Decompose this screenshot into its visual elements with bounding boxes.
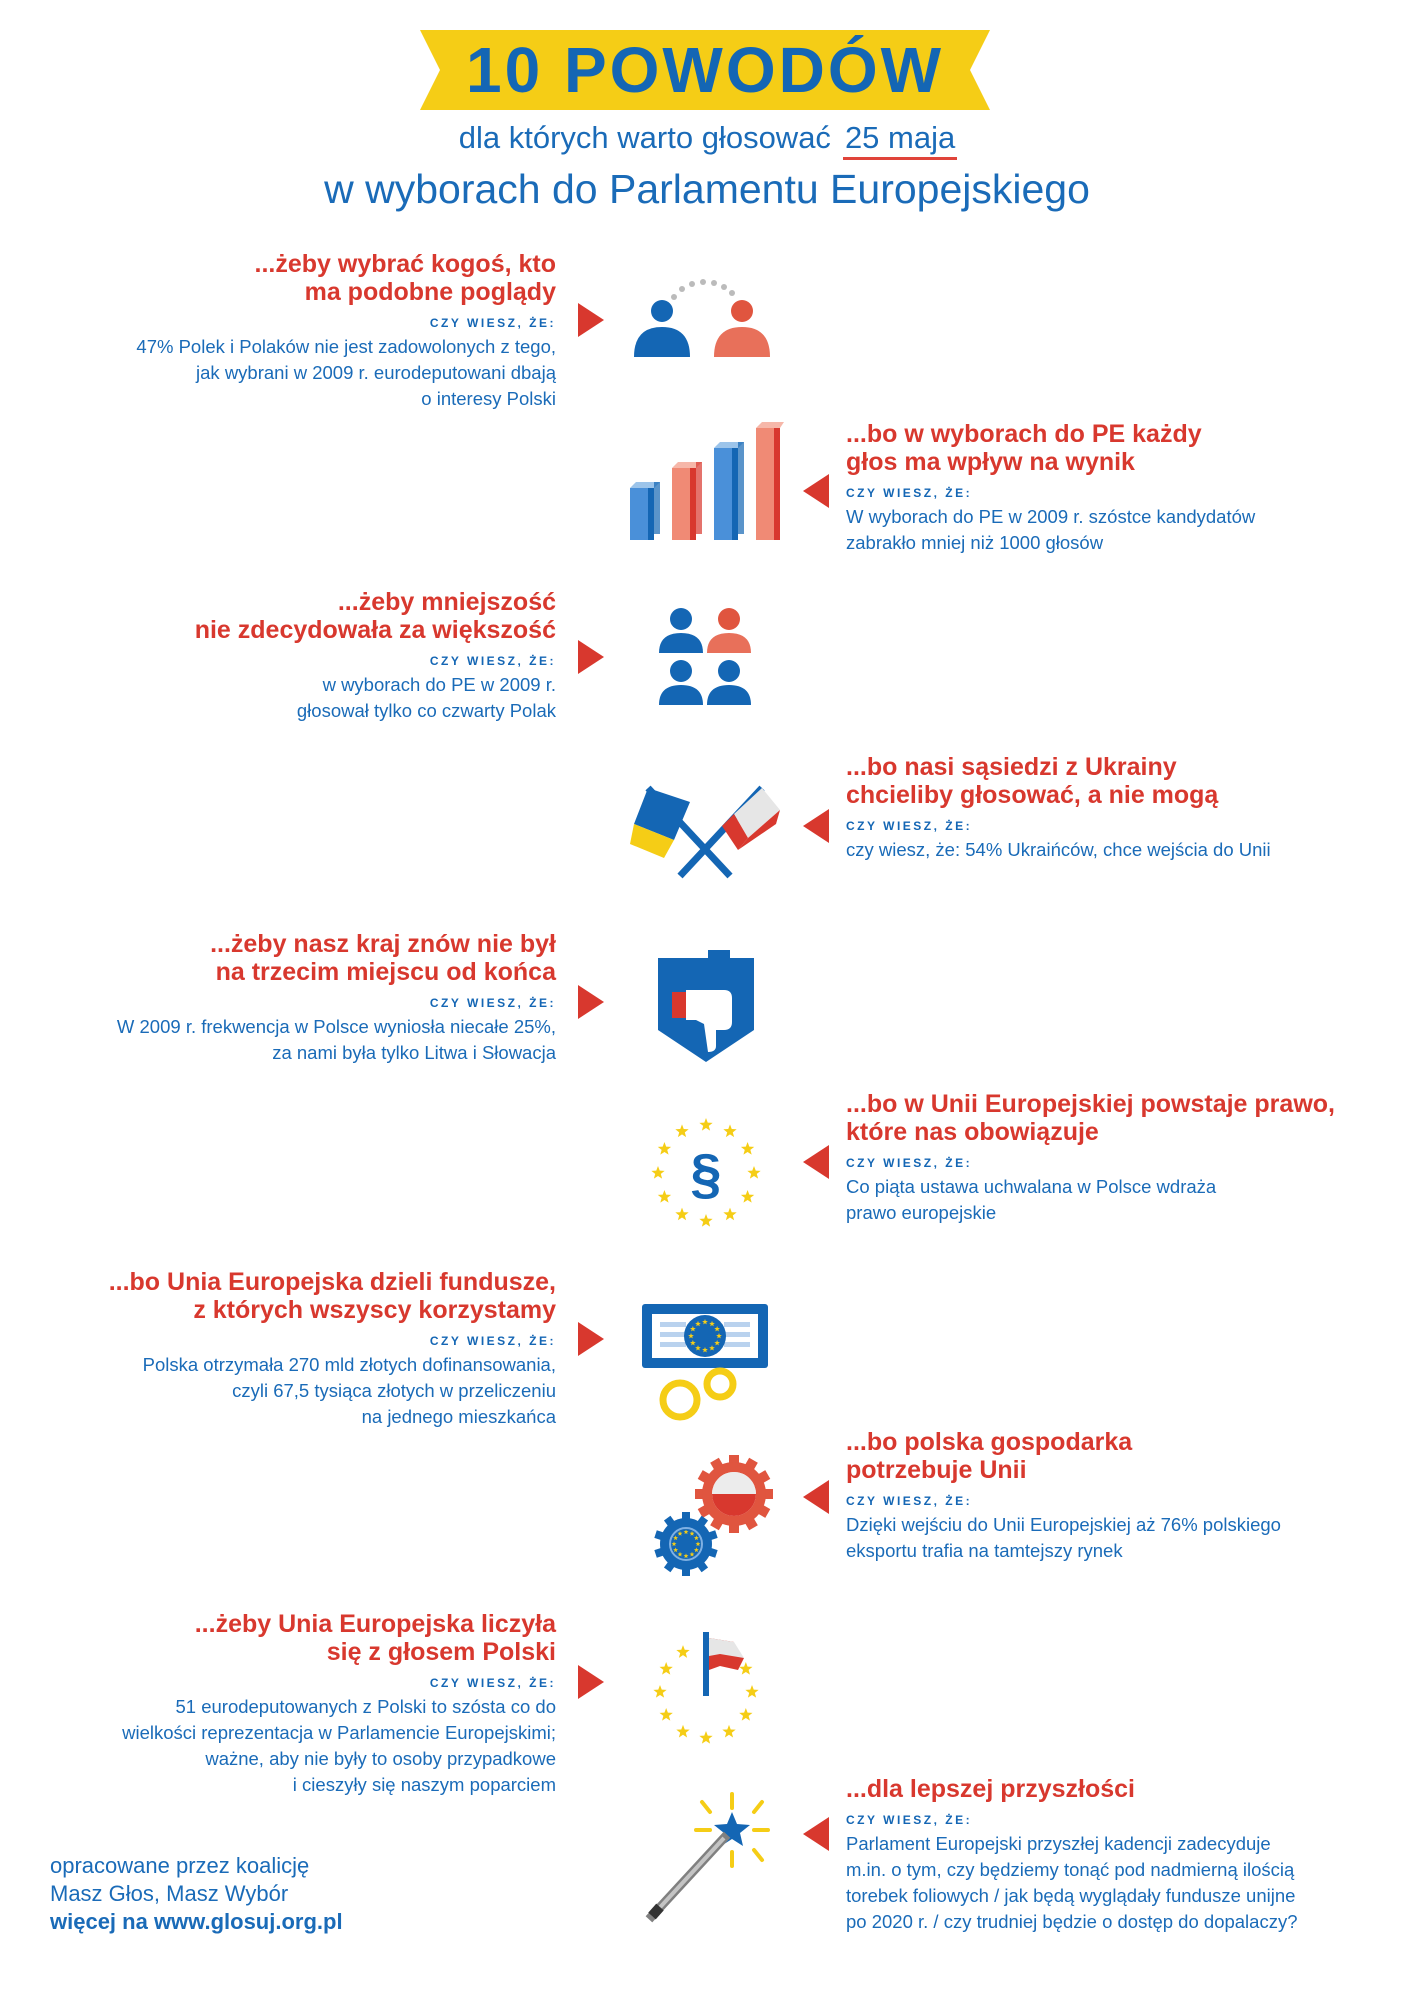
star-icon — [699, 1731, 712, 1744]
star-icon — [653, 1685, 666, 1698]
gears-icon — [650, 1450, 785, 1580]
flag-stars-icon — [648, 1628, 764, 1744]
star-icon — [675, 1124, 688, 1137]
reason-text: Parlament Europejski przyszłej kadencji zadecyduje — [846, 1833, 1271, 1854]
banknote-coins-icon — [640, 1300, 775, 1425]
reason-text: torebek foliowych / jak będą wyglądały fundusze unijne — [846, 1885, 1296, 1906]
reason-text: W wyborach do PE w 2009 r. szóstce kandydatów — [846, 506, 1256, 527]
reason-title: głos ma wpływ na wynik — [846, 448, 1135, 476]
reason-10 — [846, 1775, 1366, 1935]
star-icon — [658, 1142, 671, 1155]
reason-title: ...żeby mniejszość — [337, 588, 556, 616]
star-icon — [699, 1214, 712, 1227]
election-date: 25 maja — [844, 120, 956, 155]
star-icon — [745, 1685, 758, 1698]
thumbs-down-shield-icon — [650, 950, 762, 1066]
reason-text: za nami była tylko Litwa i Słowacja — [272, 1042, 556, 1063]
reason-title: ...bo w Unii Europejskiej powstaje prawo, — [846, 1090, 1335, 1118]
reason-text: eksportu trafia na tamtejszy rynek — [846, 1540, 1123, 1561]
star-icon — [747, 1166, 760, 1179]
reason-text: po 2020 r. / czy trudniej będzie o dostęp do dopalaczy? — [846, 1911, 1298, 1932]
group-icon — [655, 605, 755, 710]
reason-text: czy wiesz, że: 54% Ukraińców, chce wejścia do Unii — [846, 839, 1271, 860]
reason-title: ...bo nasi sąsiedzi z Ukrainy — [846, 753, 1177, 781]
reason-text: 51 eurodeputowanych z Polski to szósta co do — [175, 1696, 556, 1717]
subtitle — [0, 120, 1414, 156]
footer-coalition: Masz Głos, Masz Wybór — [50, 1881, 289, 1906]
reason-text: głosował tylko co czwarty Polak — [296, 700, 556, 721]
reason-title: nie zdecydowała za większość — [194, 616, 556, 644]
reason-text: Polska otrzymała 270 mld złotych dofinansowania, — [142, 1354, 556, 1375]
arrow-left-icon — [803, 474, 829, 508]
subtitle-prefix: dla których warto głosować — [458, 120, 831, 155]
reason-5 — [36, 930, 556, 1066]
star-icon — [675, 1208, 688, 1221]
footer-credits — [50, 1852, 343, 1936]
reason-1 — [36, 250, 556, 412]
reason-text: wielkości reprezentacja w Parlamencie Europejskimi; — [122, 1722, 556, 1743]
reason-text: jak wybrani w 2009 r. eurodeputowani dbają — [196, 362, 556, 383]
arrow-left-icon — [803, 1145, 829, 1179]
reason-2 — [846, 420, 1366, 556]
star-icon — [676, 1725, 689, 1738]
did-you-know-label: CZY WIESZ, ŻE: — [846, 1813, 973, 1827]
did-you-know-label: CZY WIESZ, ŻE: — [846, 819, 973, 833]
svg-text:§: § — [690, 1142, 722, 1205]
bar-chart-icon — [626, 418, 786, 543]
star-icon — [660, 1662, 673, 1675]
reason-title: na trzecim miejscu od końca — [215, 958, 556, 986]
reason-title: ma podobne poglądy — [304, 278, 556, 306]
star-icon — [660, 1708, 673, 1721]
arrow-right-icon — [578, 303, 604, 337]
star-icon — [658, 1190, 671, 1203]
reason-text: Dzięki wejściu do Unii Europejskiej aż 76% polskiego — [846, 1514, 1281, 1535]
reason-3 — [36, 588, 556, 724]
reason-title: się z głosem Polski — [326, 1638, 556, 1666]
arrow-right-icon — [578, 640, 604, 674]
arrow-right-icon — [578, 1322, 604, 1356]
arrow-left-icon — [803, 1817, 829, 1851]
star-icon — [723, 1208, 736, 1221]
arrow-right-icon — [578, 985, 604, 1019]
did-you-know-label: CZY WIESZ, ŻE: — [429, 316, 556, 330]
reason-title: które nas obowiązuje — [846, 1118, 1099, 1146]
star-icon — [699, 1118, 712, 1131]
did-you-know-label: CZY WIESZ, ŻE: — [429, 1676, 556, 1690]
reason-title: ...dla lepszej przyszłości — [846, 1775, 1136, 1803]
did-you-know-label: CZY WIESZ, ŻE: — [846, 1494, 973, 1508]
reason-9 — [36, 1610, 556, 1798]
reason-8 — [846, 1428, 1366, 1564]
did-you-know-label: CZY WIESZ, ŻE: — [846, 1156, 973, 1170]
star-icon — [739, 1662, 752, 1675]
subtitle-line2: w wyborach do Parlamentu Europejskiego — [324, 166, 1090, 212]
reason-title: z których wszyscy korzystamy — [193, 1296, 556, 1324]
reason-text: m.in. o tym, czy będziemy tonąć pod nadmierną ilością — [846, 1859, 1295, 1880]
arrow-right-icon — [578, 1665, 604, 1699]
star-icon — [723, 1124, 736, 1137]
reason-title: ...bo Unia Europejska dzieli fundusze, — [108, 1268, 556, 1296]
reason-text: i cieszyły się naszym poparciem — [292, 1774, 556, 1795]
did-you-know-label: CZY WIESZ, ŻE: — [429, 996, 556, 1010]
magic-wand-icon — [640, 1790, 775, 1930]
footer-website-link[interactable]: więcej na www.glosuj.org.pl — [50, 1909, 343, 1934]
reason-title: ...żeby nasz kraj znów nie był — [210, 930, 556, 958]
reason-text: o interesy Polski — [421, 388, 556, 409]
page-title: 10 POWODÓW — [465, 34, 945, 106]
star-icon — [739, 1708, 752, 1721]
did-you-know-label: CZY WIESZ, ŻE: — [429, 654, 556, 668]
did-you-know-label: CZY WIESZ, ŻE: — [429, 1334, 556, 1348]
star-icon — [741, 1142, 754, 1155]
did-you-know-label: CZY WIESZ, ŻE: — [846, 486, 973, 500]
star-icon — [676, 1645, 689, 1658]
crossed-flags-icon — [630, 780, 780, 880]
reason-title: potrzebuje Unii — [846, 1456, 1027, 1484]
arrow-left-icon — [803, 809, 829, 843]
reason-text: ważne, aby nie były to osoby przypadkowe — [205, 1748, 556, 1769]
arrow-left-icon — [803, 1480, 829, 1514]
reason-text: zabrakło mniej niż 1000 głosów — [846, 532, 1104, 553]
reason-6 — [846, 1090, 1366, 1226]
reason-text: czyli 67,5 tysiąca złotych w przeliczeniu — [232, 1380, 556, 1401]
reason-title: ...żeby wybrać kogoś, kto — [254, 250, 556, 278]
reason-7 — [36, 1268, 556, 1430]
paragraph-stars-icon — [648, 1115, 764, 1231]
star-icon — [741, 1190, 754, 1203]
reason-title: ...bo polska gospodarka — [846, 1428, 1133, 1456]
reason-text: w wyborach do PE w 2009 r. — [322, 674, 556, 695]
two-people-icon — [630, 275, 780, 365]
star-icon — [722, 1725, 735, 1738]
reason-text: W 2009 r. frekwencja w Polsce wyniosła niecałe 25%, — [116, 1016, 556, 1037]
reason-text: 47% Polek i Polaków nie jest zadowolonych z tego, — [136, 336, 556, 357]
reason-text: Co piąta ustawa uchwalana w Polsce wdraża — [846, 1176, 1217, 1197]
footer-line: opracowane przez koalicję — [50, 1853, 310, 1878]
star-icon — [651, 1166, 664, 1179]
reason-title: ...bo w wyborach do PE każdy — [846, 420, 1202, 448]
reason-text: na jednego mieszkańca — [361, 1406, 556, 1427]
reason-title: chcieliby głosować, a nie mogą — [846, 781, 1219, 809]
reason-title: ...żeby Unia Europejska liczyła — [194, 1610, 556, 1638]
reason-text: prawo europejskie — [846, 1202, 997, 1223]
reason-4 — [846, 753, 1366, 863]
